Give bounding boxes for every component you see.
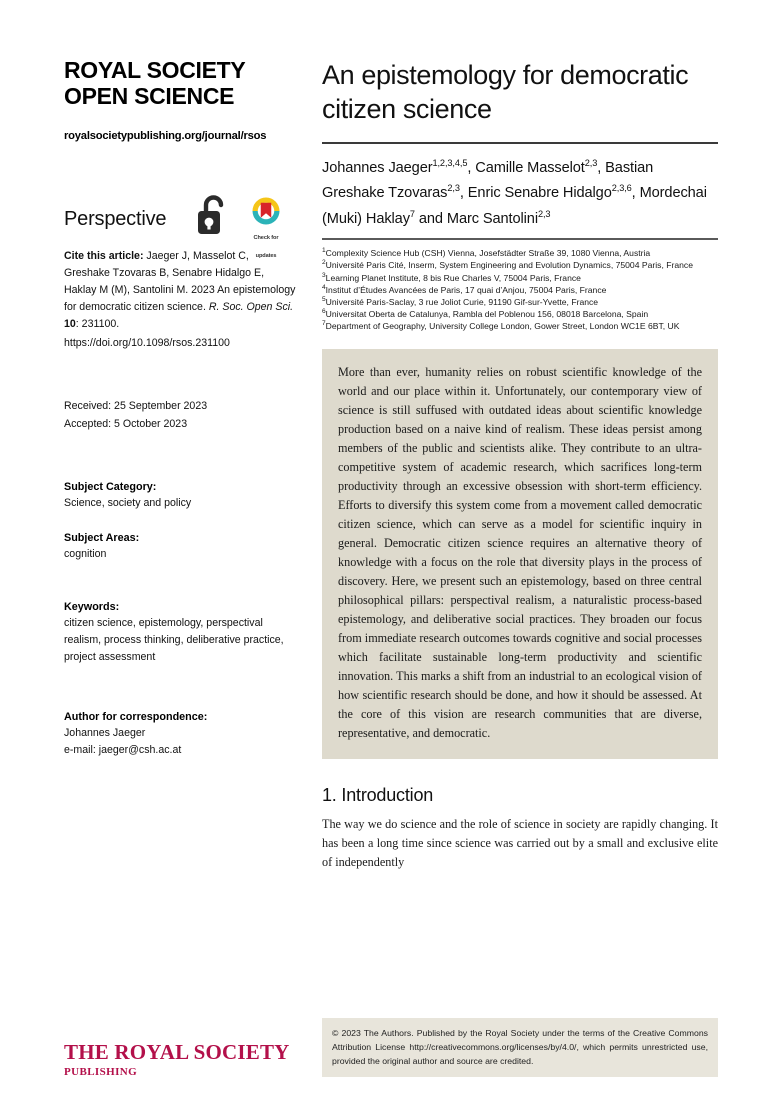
journal-url-link[interactable]: royalsocietypublishing.org/journal/rsos bbox=[64, 129, 267, 142]
introduction-paragraph: The way we do science and the role of science in society are rapidly changing. It has been a long time since science was carried out by a small and exclusive elite of independently bbox=[322, 817, 718, 870]
royal-society-publishing-logo bbox=[64, 1040, 290, 1078]
author-affiliation-marker: 2,3 bbox=[537, 208, 551, 219]
masthead-line-2: OPEN SCIENCE bbox=[64, 82, 235, 109]
article-sidebar bbox=[64, 58, 296, 779]
author-affiliation-marker: 2,3 bbox=[584, 158, 598, 169]
citation-volume: 10 bbox=[64, 318, 76, 331]
affiliation-number: 5 bbox=[322, 296, 326, 304]
affiliation-number: 6 bbox=[322, 308, 326, 316]
article-title: An epistemology for democratic citizen science bbox=[322, 60, 689, 125]
journal-masthead bbox=[64, 58, 296, 110]
subject-category-label: Subject Category: bbox=[64, 480, 157, 493]
crossmark-line-1: Check for bbox=[253, 234, 279, 241]
crossmark-label bbox=[254, 235, 279, 259]
author-name: Johannes Jaeger bbox=[322, 160, 433, 177]
masthead-line-1: ROYAL SOCIETY bbox=[64, 57, 246, 83]
affiliation-item bbox=[322, 284, 718, 296]
affiliation-item bbox=[322, 320, 718, 332]
subject-category-group bbox=[64, 481, 296, 512]
affiliation-list bbox=[322, 247, 718, 332]
correspondence-name: Johannes Jaeger bbox=[64, 726, 146, 739]
subject-category-value: Science, society and policy bbox=[64, 496, 192, 509]
citation-text: Jaeger J, Masselot C, Greshake Tzovaras B, Senabre Hidalgo E, Haklay M (M), Santolini M. 2023 An epistemology for democratic citizen science. bbox=[64, 249, 296, 313]
crossmark-line-2: updates bbox=[255, 252, 277, 259]
cite-this-article-label: Cite this article: bbox=[64, 249, 144, 262]
keywords-group bbox=[64, 601, 296, 666]
correspondence-group bbox=[64, 711, 296, 759]
affiliation-item bbox=[322, 296, 718, 308]
title-divider bbox=[322, 142, 718, 144]
article-dates bbox=[64, 398, 296, 432]
open-access-lock-icon bbox=[196, 192, 230, 236]
author-affiliation-marker: 1,2,3,4,5 bbox=[432, 158, 468, 169]
copyright-footer bbox=[322, 1018, 718, 1077]
crossmark-badge[interactable] bbox=[240, 196, 292, 262]
author-list: Johannes Jaeger$^{1,2,3,4,5}$, Camille Masselot$^{2,3}$, Bastian Greshake Tzovaras$^{2,3}$, Enric Senabre Hidalgo$^{2,3,6}$, Mordechai (Muki) Haklay$^7$ and Marc Santolini$^{2,3}$ bbox=[322, 158, 707, 227]
subject-areas-label: Subject Areas: bbox=[64, 531, 140, 544]
affiliation-number: 1 bbox=[322, 247, 326, 255]
author-name: Bastian Greshake Tzovaras bbox=[322, 160, 654, 202]
abstract-box bbox=[322, 349, 718, 760]
affiliation-item bbox=[322, 247, 718, 259]
copyright-text: © 2023 The Authors. Published by the Royal Society under the terms of the Creative Commons Attribution License http://creativecommons.org/licenses/by/4.0/, which permits unrestricted use, provided the original author and source are credited. bbox=[332, 1028, 708, 1067]
author-affiliation-marker: 2,3,6 bbox=[611, 183, 632, 194]
citation-journal-name: R. Soc. Open Sci. bbox=[208, 300, 294, 313]
subject-areas-group bbox=[64, 532, 296, 563]
affiliation-number: 2 bbox=[322, 259, 326, 267]
affiliation-text: Complexity Science Hub (CSH) Vienna, Josefstädter Straße 39, 1080 Vienna, Austria bbox=[325, 248, 651, 259]
abstract-text: More than ever, humanity relies on robust scientific knowledge of the world and our place within it. Unfortunately, our contemporary view of science is still suffused with outdated ideas about scientific knowledge production based on a naive kind of realism. These ideas persist among members of the public and scientists alike. They contribute to an ultra-competitive system of academic research, which sacrifices long-term productivity through an excessive obsession with short-term efficiency. Efforts to diversify this system come from a movement called democratic citizen science, which can serve as a model for scientific inquiry in general. Democratic citizen science requires an alternative theory of knowledge with a focus on the role that diversity plays in the process of discovery. Here, we present such an epistemology, based on three central philosophical pillars: perspectival realism, a naturalistic process-based epistemology, and deliberative social practices. They broaden our focus from immediate research outcomes towards cognitive and social processes which facilitate sustainable long-term productivity and scientific innovation. This marks a shift from an industrial to an ecological vision of how scientific research should be done, and how it should be assessed. At the core of this vision are research communities that are diverse, representative, and democratic. bbox=[338, 364, 702, 741]
affiliation-item bbox=[322, 308, 718, 320]
keywords-label: Keywords: bbox=[64, 601, 120, 614]
publisher-logo-line-1: THE ROYAL SOCIETY bbox=[64, 1040, 290, 1064]
doi-link[interactable]: https://doi.org/10.1098/rsos.231100 bbox=[64, 337, 230, 350]
affiliation-number: 7 bbox=[322, 320, 326, 328]
affiliation-text: Department of Geography, University College London, Gower Street, London WC1E 6BT, UK bbox=[325, 321, 680, 332]
correspondence-email[interactable]: e-mail: jaeger@csh.ac.at bbox=[64, 743, 182, 756]
received-date: Received: 25 September 2023 bbox=[64, 400, 208, 413]
subject-areas-value: cognition bbox=[64, 547, 107, 560]
correspondence-label: Author for correspondence: bbox=[64, 710, 208, 723]
article-main-column bbox=[322, 58, 718, 872]
author-name: Marc Santolini bbox=[446, 210, 538, 227]
article-type-label: Perspective bbox=[64, 207, 167, 230]
affiliation-text: Institut d’Études Avancées de Paris, 17 quai d’Anjou, 75004 Paris, France bbox=[325, 284, 607, 295]
section-heading-introduction: 1. Introduction bbox=[322, 785, 434, 806]
affiliation-text: Université Paris-Saclay, 3 rue Joliot Curie, 91190 Gif-sur-Yvette, France bbox=[325, 297, 599, 308]
affiliation-text: Université Paris Cité, Inserm, System Engineering and Evolution Dynamics, 75004 Paris, France bbox=[325, 260, 693, 271]
affiliation-item bbox=[322, 259, 718, 271]
author-name: Enric Senabre Hidalgo bbox=[467, 185, 612, 202]
affiliation-number: 3 bbox=[322, 271, 326, 279]
affiliation-text: Universitat Oberta de Catalunya, Rambla del Poblenou 156, 08018 Barcelona, Spain bbox=[325, 309, 649, 320]
keywords-value: citizen science, epistemology, perspectival realism, process thinking, deliberative practice, project assessment bbox=[64, 617, 284, 664]
affiliation-text: Learning Planet Institute, 8 bis Rue Charles V, 75004 Paris, France bbox=[325, 272, 581, 283]
accepted-date: Accepted: 5 October 2023 bbox=[64, 417, 188, 430]
citation-block bbox=[64, 248, 296, 353]
author-affiliation-marker: 2,3 bbox=[447, 183, 460, 194]
publisher-logo-line-2: PUBLISHING bbox=[64, 1066, 138, 1078]
affiliation-item bbox=[322, 272, 718, 284]
author-affiliation-marker: 7 bbox=[409, 208, 415, 219]
author-name: Mordechai (Muki) Haklay bbox=[322, 185, 707, 227]
author-name: Camille Masselot bbox=[475, 160, 585, 177]
author-divider bbox=[322, 238, 718, 240]
affiliation-number: 4 bbox=[322, 283, 326, 291]
citation-pages: : 231100. bbox=[75, 318, 120, 331]
